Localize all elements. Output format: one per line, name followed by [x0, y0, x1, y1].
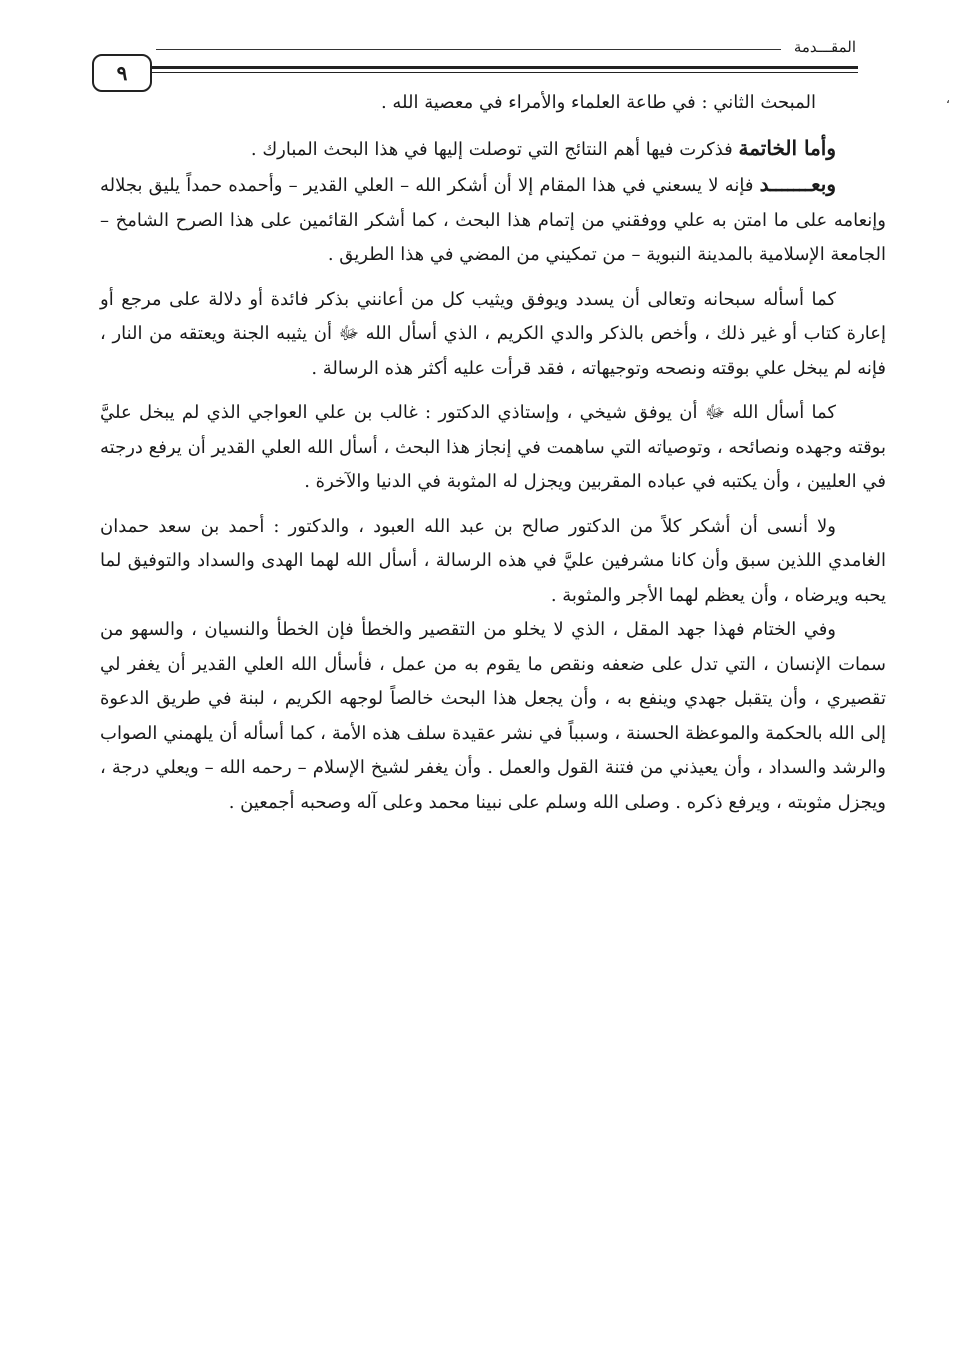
paragraph-thanks: [100, 167, 886, 273]
paragraph-helpers: [100, 283, 886, 387]
paragraph-supervisor: [100, 396, 886, 500]
paragraph-former-supervisors: [100, 510, 886, 614]
header-thick-rule: [148, 66, 858, 69]
page-number: ٩: [116, 61, 128, 85]
header-thin-rule: [148, 72, 858, 73]
paragraph-lead: وأما الخاتمة: [738, 135, 836, 160]
paragraph-text: المبحث الثاني : في طاعة العلماء والأمراء في معصية الله .: [380, 92, 816, 113]
page-body: [100, 86, 886, 820]
paragraph-closing: [100, 613, 886, 820]
paragraph-second-section: [100, 86, 886, 121]
header-top-rule: [156, 49, 781, 50]
paragraph-text: فإنه لا يسعني في هذا المقام إلا أن أشكر الله – العلي القدير – وأحمده حمداً يليق بجلاله وإنعامه على ما امتن به علي ووفقني من إتمام هذا البحث ، كما أشكر القائمين على هذا الصرح الشامخ – الجامعة الإسلامية بالمدينة النبوية – من تمكيني من المضي في هذا الطريق .: [100, 175, 886, 265]
paragraph-text: كما أسأل الله ﷻ أن يوفق شيخي ، وإستاذي الدكتور : غالب بن علي العواجي الذي لم يبخل عليَّ بوقته وجهده ونصائحه ، وتوصياته التي ساهمت في إنجاز هذا البحث ، أسأل الله العلي القدير أن يرفع درجته في العليين ، وأن يكتبه في عباده المقربين ويجزل له المثوبة في الدنيا والآخرة .: [100, 402, 886, 492]
margin-mark: ،: [946, 92, 950, 106]
section-title: المقـــدمة: [793, 38, 856, 56]
paragraph-text: ولا أنسى أن أشكر كلاً من الدكتور صالح بن عبد الله العبود ، والدكتور : أحمد بن سعد حمدان الغامدي اللذين سبق وأن كانا مشرفين عليَّ في هذه الرسالة ، أسأل الله لهما الهدى والسداد والتوفيق لما يحبه ويرضاه ، وأن يعظم لهما الأجر والمثوبة .: [100, 515, 886, 606]
paragraph-conclusion: [100, 131, 886, 168]
paragraph-text: كما أسأله سبحانه وتعالى أن يسدد ويوفق ويثيب كل من أعانني بذكر فائدة أو دلالة على مرجع أو إعارة كتاب أو غير ذلك ، وأخص بالذكر والدي الكريم ، الذي أسأل الله ﷻ أن يثيبه الجنة ويعتقه من النار ، فإنه لم يبخل علي بوقته ونصحه وتوجيهاته ، فقد قرأت عليه أكثر هذه الرسالة .: [100, 288, 886, 379]
paragraph-text: فذكرت فيها أهم النتائج التي توصلت إليها في هذا البحث المبارك .: [250, 138, 733, 160]
paragraph-text: وفي الختام فهذا جهد المقل ، الذي لا يخلو من التقصير والخطأ فإن الخطأ والنسيان ، والسهو من سمات الإنسان ، التي تدل على ضعفه ونقص ما يقوم به من عمل ، فأسأل الله العلي القدير أن يغفر لي تقصيري ، وأن يتقبل جهدي وينفع به ، وأن يجعل هذا البحث خالصاً لوجهه الكريم ، لبنة في طريق الدعوة إلى الله بالحكمة والموعظة الحسنة ، وسبباً في نشر عقيدة سلف هذه الأمة ، كما أسأله أن يلهمني الصواب والرشد والسداد ، وأن يعيذني من فتنة القول والعمل . وأن يغفر لشيخ الإسلام – رحمه الله – ويعلي درجة ، ويجزل مثوبته ، ويرفع ذكره . وصلى الله وسلم على نبينا محمد وعلى آله وصحبه أجمعين .: [100, 619, 886, 813]
paragraph-lead: وبعـــــــد: [759, 172, 836, 196]
